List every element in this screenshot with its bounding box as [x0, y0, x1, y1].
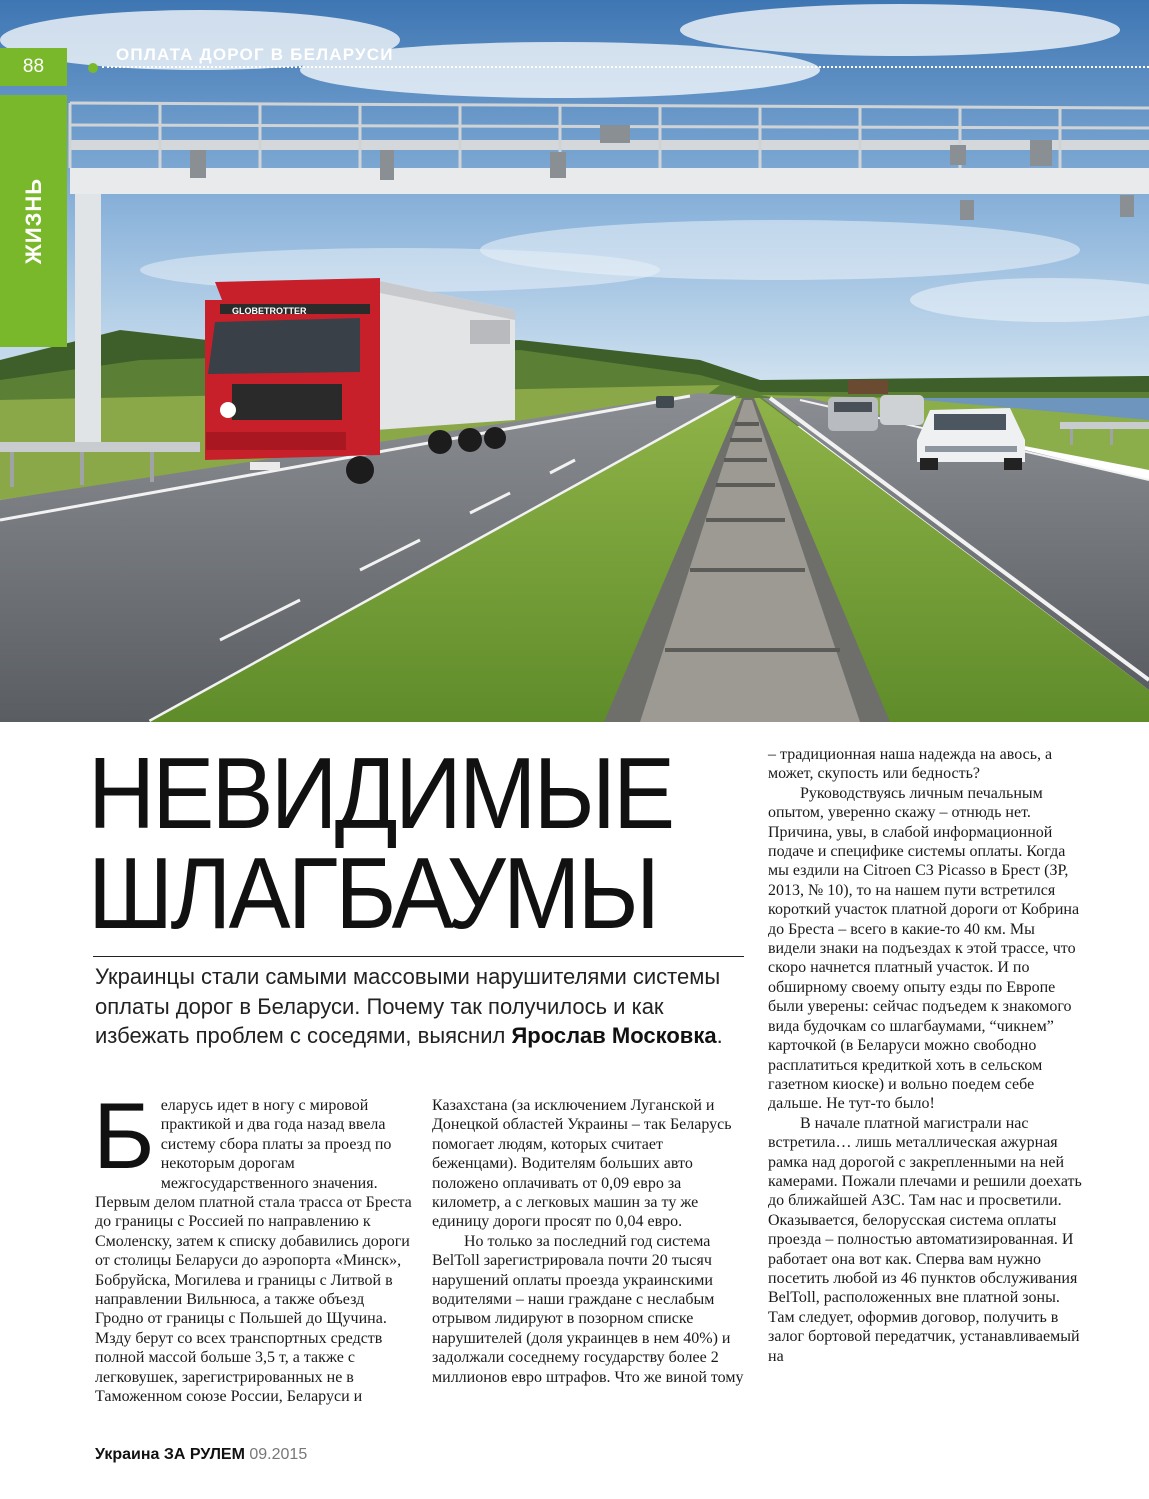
article-column-3 [768, 745, 1086, 1366]
article-column-2 [432, 1096, 750, 1387]
headline-rule [93, 956, 744, 957]
header-bullet [88, 63, 98, 73]
page-number: 88 [0, 48, 67, 86]
side-section-tab [0, 95, 67, 347]
issue-date: 09.2015 [249, 1446, 308, 1463]
headline-line-2: ШЛАГБАУМЫ [88, 838, 658, 950]
article-paragraph: Казахстана (за исключением Луганской и Донецкой областей Украины – так Беларусь помогает людям, которых считает беженцами). Водителям больших авто положено оплачивать от 0,09 евро за километр, а с легковых машин за ту же единицу дороги просят по 0,04 евро. [432, 1097, 732, 1231]
hero-photo [0, 0, 1149, 722]
article-paragraph: Руководствуясь личным печальным опытом, уверенно скажу – отнюдь нет. Причина, увы, в слабой информационной подаче и специфике системы оплаты. Когда мы ездили на Citroen C3 Picasso в Брест (ЗР, 2013, № 10), то на нашем пути встретился короткий участок платной дороги от Кобрина до Бреста – всего в какие-то 40 км. Мы видели знаки на подъездах к этой трассе, что скоро начнется платный участок. И по обширному своему опыту езды по Европе были уверены: сейчас подъедем к знакомого вида будочкам со шлагбаумами, “чикнем” карточкой (в Беларуси можно свободно расплатиться кредиткой хоть в сельском газетном киоске) и вольно поедем себе дальше. Не тут-то было! [768, 784, 1080, 1113]
lead-end: . [716, 1023, 723, 1048]
article-column-1 [93, 1083, 413, 1407]
headline [88, 738, 695, 950]
lead-text: Украинцы стали самыми массовыми нарушителями системы оплаты дорог в Беларуси. Почему так получилось и как избежать проблем с соседями, выяснил [95, 964, 721, 1048]
header-dotted-rule [102, 66, 1149, 68]
section-title: ОПЛАТА ДОРОГ В БЕЛАРУСИ [116, 45, 394, 64]
article-paragraph: Но только за последний год система BelToll зарегистрировала почти 20 тысяч нарушений оплаты проезда украинскими водителями – наши граждане с неслабым отрывом лидируют в позорном списке нарушителей (доля украинцев в нем 40%) и задолжали соседнему государству более 2 миллионов евро штрафов. Что же виной тому [432, 1232, 744, 1386]
article-paragraph-text: еларусь идет в ногу с мировой практикой и два года назад ввела систему сбора платы за проезд по некоторым дорогам межгосударственного значения. Первым делом платной стала трасса от Бреста до границы с Россией по направлению к Смоленску, затем к списку добавились дороги от столицы Беларуси до аэропорта «Минск», Бобруйска, Могилева и границы с Литвой в направлении Вильнюса, а также объезд Гродно от границы с Польшей до Щучина. Мзду берут со всех транспортных средств полной массой больше 3,5 т, а также с легковушек, зарегистрированных не в Таможенном союзе России, Беларуси и [95, 1097, 412, 1406]
truck-sign: GLOBETROTTER [232, 306, 307, 316]
drop-cap: Б [93, 1083, 155, 1188]
lead-paragraph [95, 962, 745, 1051]
headline-line-1: НЕВИДИМЫЕ [88, 738, 673, 850]
white-sedan [917, 408, 1025, 470]
footer [95, 1446, 307, 1464]
magazine-name: Украина ЗА РУЛЕМ [95, 1446, 245, 1463]
author-name: Ярослав Московка [511, 1023, 717, 1048]
side-tab-label: ЖИЗНЬ [20, 177, 46, 265]
article-paragraph [93, 1083, 413, 1407]
highway-illustration [0, 0, 1149, 722]
article-paragraph: – традиционная наша надежда на авось, а может, скупость или бедность? [768, 746, 1053, 783]
article-paragraph: В начале платной магистрали нас встретила… лишь металлическая ажурная рамка над дорогой с закрепленными на ней камерами. Пожали плечами и решили доехать до ближайшей АЗС. Там нас и просветили. Оказывается, белорусская система оплаты проезда – полностью автоматизированная. И работает она вот как. Сперва вам нужно посетить любой из 46 пунктов обслуживания BelToll, расположенных вне платной зоны. Там следует, оформив договор, получить в залог бортовой передатчик, устанавливаемый на [768, 1114, 1082, 1365]
